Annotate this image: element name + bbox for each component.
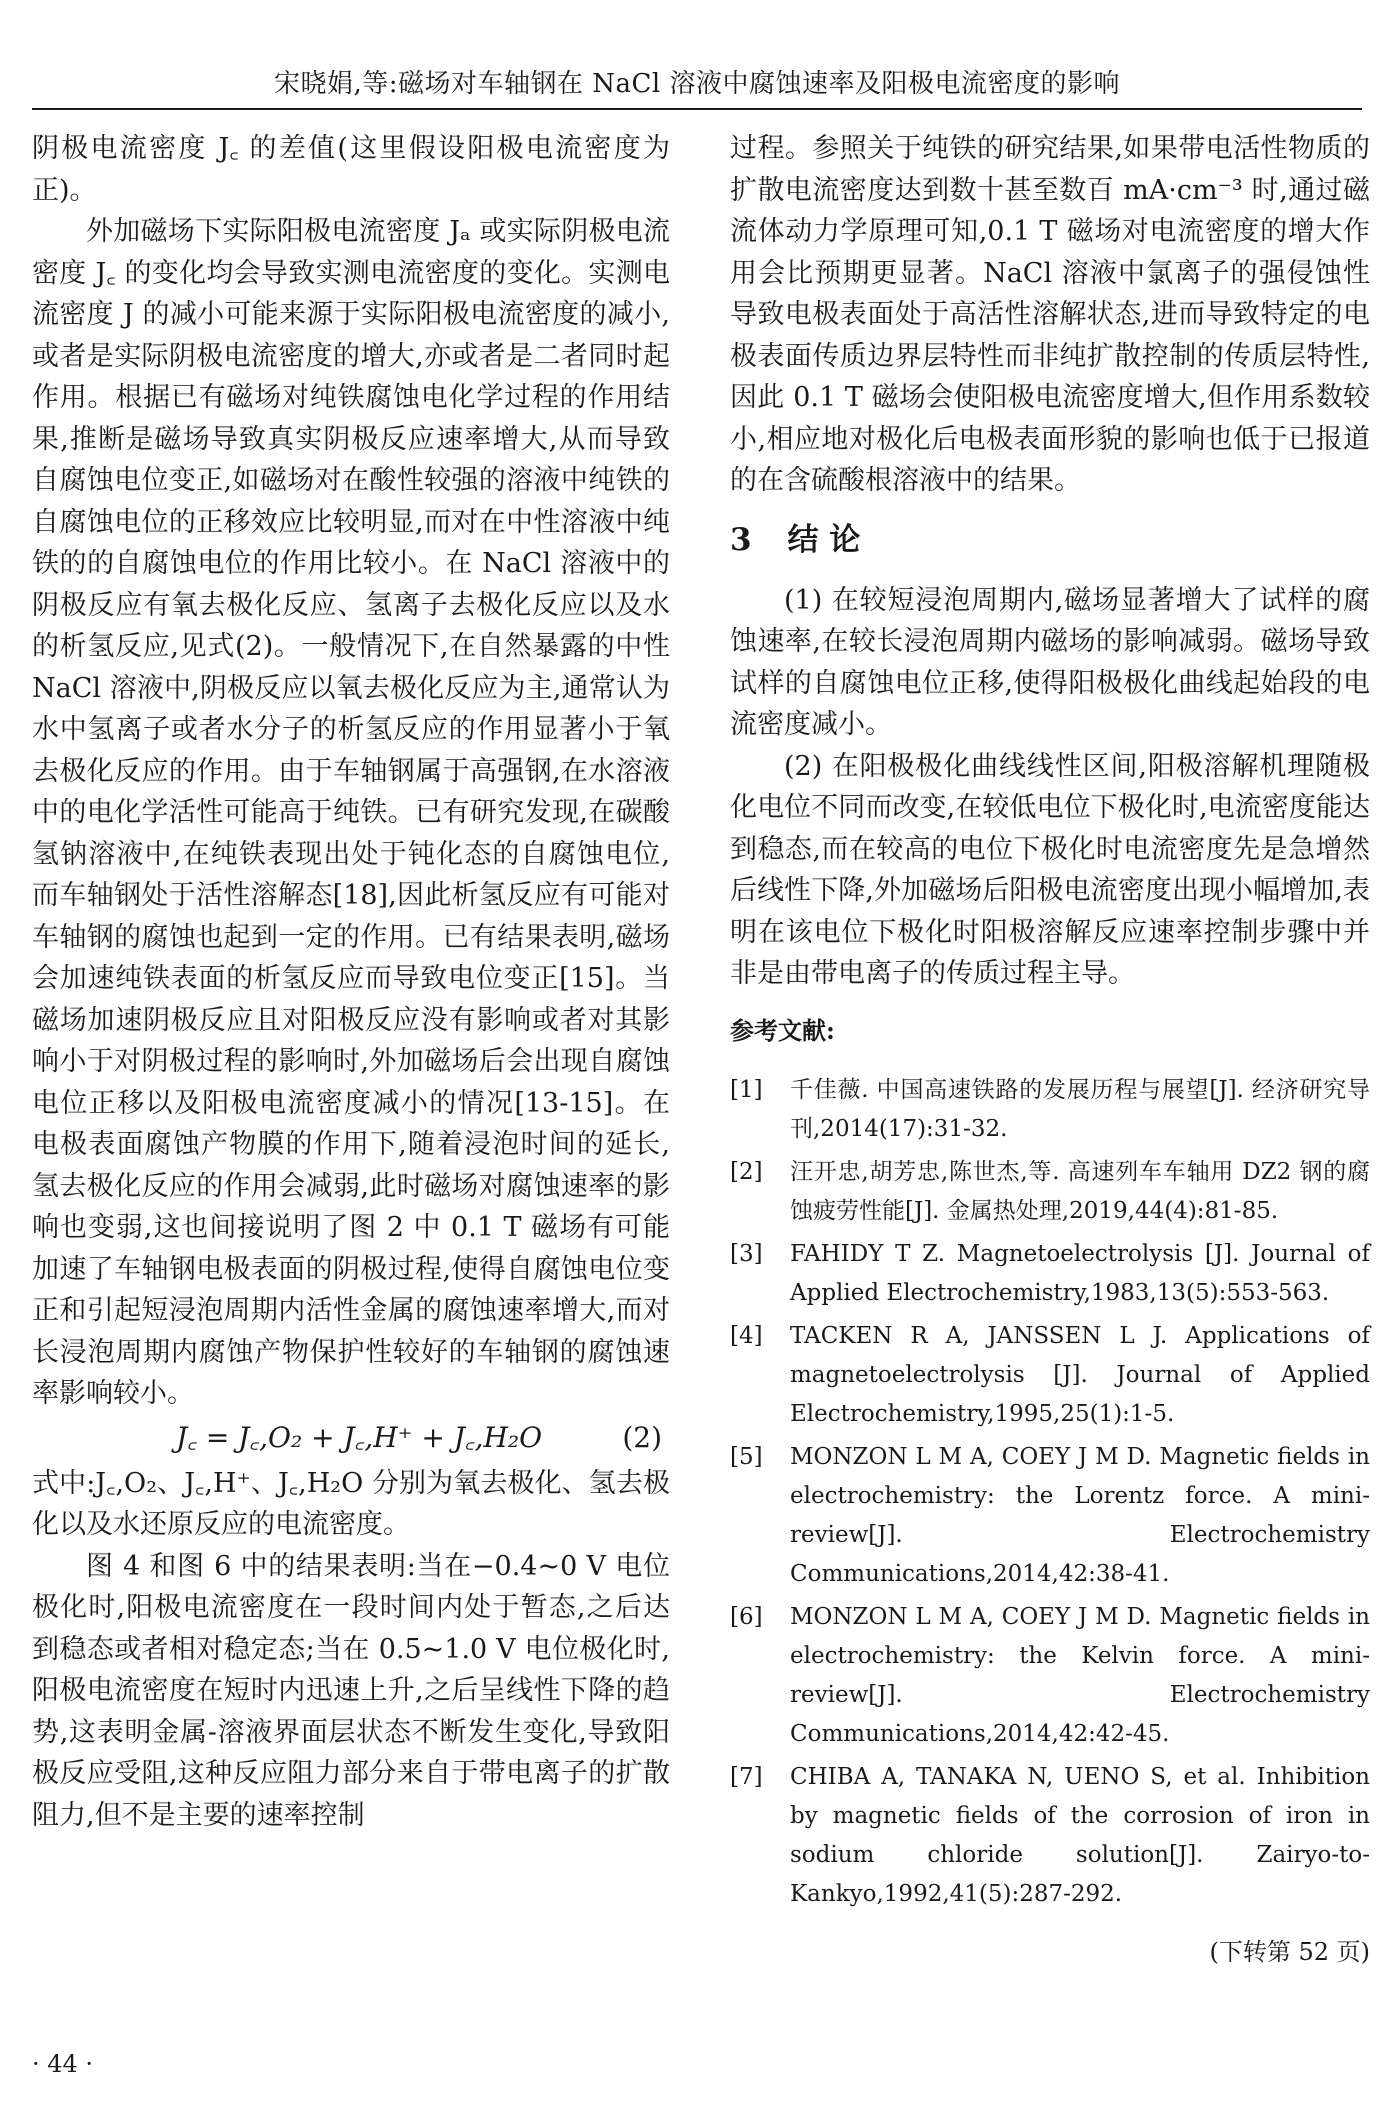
running-header: 宋晓娟,等:磁场对车轴钢在 NaCl 溶液中腐蚀速率及阳极电流密度的影响 bbox=[273, 69, 1120, 99]
reference-item bbox=[730, 1235, 1370, 1313]
conclusion-1: (1) 在较短浸泡周期内,磁场显著增大了试样的腐蚀速率,在较长浸泡周期内磁场的影响减弱。磁场导致试样的自腐蚀电位正移,使得阳极极化曲线起始段的电流密度减小。 bbox=[730, 584, 1370, 740]
reference-text: 千佳薇. 中国高速铁路的发展历程与展望[J]. 经济研究导刊,2014(17):31-32. bbox=[790, 1076, 1370, 1142]
reference-item bbox=[730, 1153, 1370, 1231]
reference-index: [7] bbox=[730, 1763, 763, 1790]
conclusion-2: (2) 在阳极极化曲线线性区间,阳极溶解机理随极化电位不同而改变,在较低电位下极化时,电流密度能达到稳态,而在较高的电位下极化时电流密度先是急增然后线性下降,外加磁场后阳极电流密度出现小幅增加,表明在该电位下极化时阳极溶解反应速率控制步骤中并非是由带电离子的传质过程主导。 bbox=[730, 750, 1370, 989]
reference-text: MONZON L M A, COEY J M D. Magnetic fields in electrochemistry: the Kelvin force. A mini-review[J]. Electrochemistry Communications,2014,42:42-45. bbox=[790, 1603, 1370, 1747]
header-rule bbox=[32, 108, 1362, 110]
page-number: · 44 · bbox=[32, 2050, 94, 2078]
reference-index: [4] bbox=[730, 1322, 763, 1349]
section-number: 3 bbox=[730, 521, 752, 558]
equation-expression: J꜀ = J꜀,O₂ + J꜀,H⁺ + J꜀,H₂O bbox=[176, 1420, 543, 1454]
reference-index: [6] bbox=[730, 1603, 763, 1630]
reference-text: TACKEN R A, JANSSEN L J. Applications of magnetoelectrolysis [J]. Journal of Applied Electrochemistry,1995,25(1):1-5. bbox=[790, 1322, 1370, 1427]
paragraph: 图 4 和图 6 中的结果表明:当在−0.4~0 V 电位极化时,阳极电流密度在一段时间内处于暂态,之后达到稳态或者相对稳定态;当在 0.5~1.0 V 电位极化时,阳极电流密度在短时内迅速上升,之后呈线性下降的趋势,这表明金属-溶液界面层状态不断发生变化,导致阳极反应受阻,这种反应阻力部分来自于带电离子的扩散阻力,但不是主要的速率控制 bbox=[32, 1550, 670, 1831]
reference-text: 汪开忠,胡芳忠,陈世杰,等. 高速列车车轴用 DZ2 钢的腐蚀疲劳性能[J]. 金属热处理,2019,44(4):81-85. bbox=[790, 1158, 1370, 1224]
equation-number: (2) bbox=[622, 1420, 662, 1454]
paragraph: 阴极电流密度 J꜀ 的差值(这里假设阳极电流密度为正)。 bbox=[32, 133, 670, 206]
paragraph: 过程。参照关于纯铁的研究结果,如果带电活性物质的扩散电流密度达到数十甚至数百 mA·cm⁻³ 时,通过磁流体动力学原理可知,0.1 T 磁场对电流密度的增大作用会比预期更显著。NaCl 溶液中氯离子的强侵蚀性导致电极表面处于高活性溶解状态,进而导致特定的电极表面传质边界层特性而非纯扩散控制的传质层特性,因此 0.1 T 磁场会使阳极电流密度增大,但作用系数较小,相应地对极化后电极表面形貌的影响也低于已报道的在含硫酸根溶液中的结果。 bbox=[730, 133, 1370, 496]
reference-item bbox=[730, 1438, 1370, 1594]
reference-index: [2] bbox=[730, 1158, 763, 1185]
reference-item bbox=[730, 1758, 1370, 1914]
equation-2 bbox=[32, 1417, 670, 1461]
reference-item bbox=[730, 1598, 1370, 1754]
left-column bbox=[32, 128, 670, 1836]
paragraph: 外加磁场下实际阳极电流密度 Jₐ 或实际阴极电流密度 J꜀ 的变化均会导致实测电流密度的变化。实测电流密度 J 的减小可能来源于实际阳极电流密度的减小,或者是实际阴极电流密度的增大,亦或者是二者同时起作用。根据已有磁场对纯铁腐蚀电化学过程的作用结果,推断是磁场导致真实阴极反应速率增大,从而导致自腐蚀电位变正,如磁场对在酸性较强的溶液中纯铁的自腐蚀电位的正移效应比较明显,而对在中性溶液中纯铁的的自腐蚀电位的作用比较小。在 NaCl 溶液中的阴极反应有氧去极化反应、氢离子去极化反应以及水的析氢反应,见式(2)。一般情况下,在自然暴露的中性 NaCl 溶液中,阴极反应以氧去极化反应为主,通常认为水中氢离子或者水分子的析氢反应的作用显著小于氧去极化反应的作用。由于车轴钢属于高强钢,在水溶液中的电化学活性可能高于纯铁。已有研究发现,在碳酸氢钠溶液中,在纯铁表现出处于钝化态的自腐蚀电位,而车轴钢处于活性溶解态[18],因此析氢反应有可能对车轴钢的腐蚀也起到一定的作用。已有结果表明,磁场会加速纯铁表面的析氢反应而导致电位变正[15]。当磁场加速阴极反应且对阳极反应没有影响或者对其影响小于对阴极过程的影响时,外加磁场后会出现自腐蚀电位正移以及阳极电流密度减小的情况[13-15]。在电极表面腐蚀产物膜的作用下,随着浸泡时间的延长,氢去极化反应的作用会减弱,此时磁场对腐蚀速率的影响也变弱,这也间接说明了图 2 中 0.1 T 磁场有可能加速了车轴钢电极表面的阴极过程,使得自腐蚀电位变正和引起短浸泡周期内活性金属的腐蚀速率增大,而对长浸泡周期内腐蚀产物保护性较好的车轴钢的腐蚀速率影响较小。 bbox=[32, 216, 670, 1409]
reference-text: FAHIDY T Z. Magnetoelectrolysis [J]. Journal of Applied Electrochemistry,1983,13(5):553-563. bbox=[790, 1240, 1370, 1306]
reference-text: MONZON L M A, COEY J M D. Magnetic fields in electrochemistry: the Lorentz force. A mini-review[J]. Electrochemistry Communications,2014,42:38-41. bbox=[790, 1443, 1370, 1587]
paragraph: 式中:J꜀,O₂、J꜀,H⁺、J꜀,H₂O 分别为氧去极化、氢去极化以及水还原反应的电流密度。 bbox=[32, 1467, 670, 1540]
reference-index: [5] bbox=[730, 1443, 763, 1470]
reference-text: CHIBA A, TANAKA N, UENO S, et al. Inhibition by magnetic fields of the corrosion of iron in sodium chloride solution[J]. Zairyo-to-Kankyo,1992,41(5):287-292. bbox=[790, 1763, 1370, 1907]
references-heading: 参考文献: bbox=[730, 1015, 835, 1045]
reference-index: [1] bbox=[730, 1076, 763, 1103]
section-title: 结 论 bbox=[787, 521, 861, 558]
section-heading bbox=[730, 516, 1370, 564]
reference-item bbox=[730, 1071, 1370, 1149]
right-column bbox=[730, 128, 1370, 1973]
reference-item bbox=[730, 1317, 1370, 1434]
reference-index: [3] bbox=[730, 1240, 763, 1267]
reference-list bbox=[730, 1071, 1370, 1914]
continued-note: (下转第 52 页) bbox=[1209, 1937, 1370, 1966]
